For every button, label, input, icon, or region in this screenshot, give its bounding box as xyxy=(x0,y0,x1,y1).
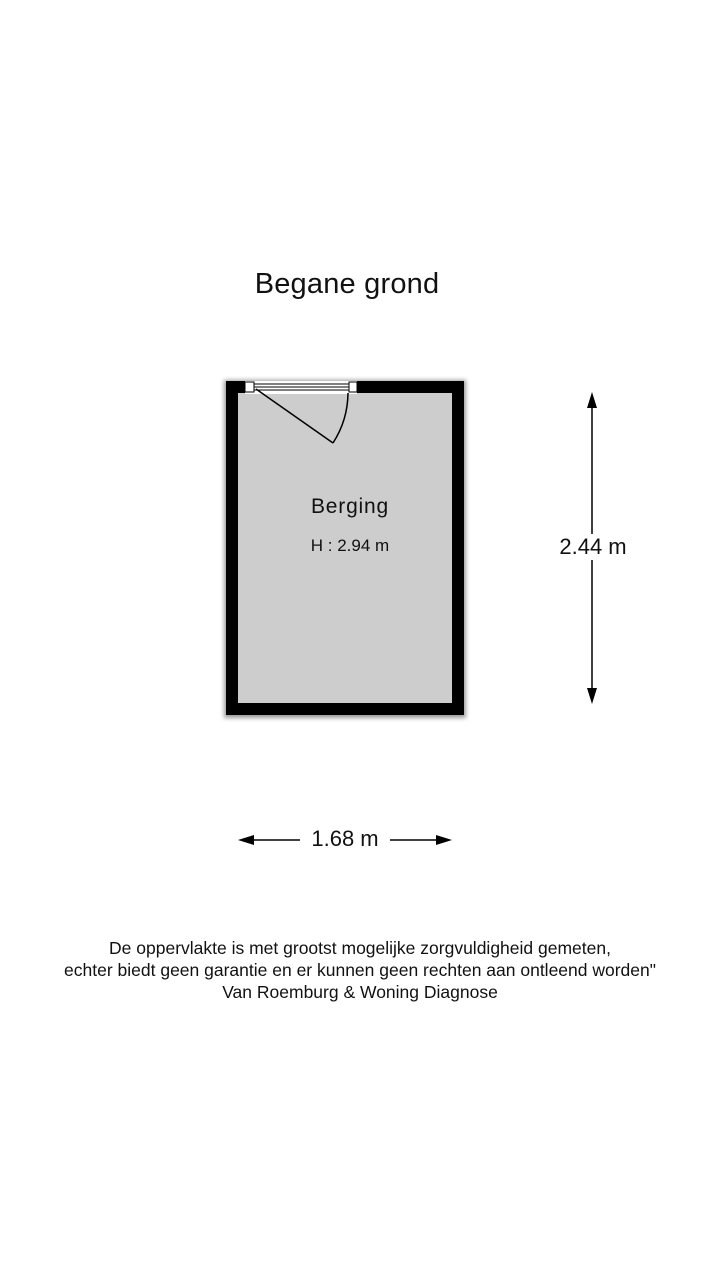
height-dimension-label: 2.44 m xyxy=(540,534,646,560)
disclaimer-line: echter biedt geen garantie en er kunnen geen rechten aan ontleend worden" xyxy=(64,960,656,980)
room-ceiling-height: H : 2.94 m xyxy=(310,536,390,555)
door-frame-right xyxy=(349,382,357,392)
disclaimer xyxy=(0,937,720,1003)
disclaimer-line: De oppervlakte is met grootst mogelijke zorgvuldigheid gemeten, xyxy=(109,938,611,958)
width-arrow-left xyxy=(238,835,254,845)
floor-title: Begane grond xyxy=(254,268,440,300)
disclaimer-credit: Van Roemburg & Woning Diagnose xyxy=(222,982,498,1002)
width-arrow-right xyxy=(436,835,452,845)
width-dimension-label: 1.68 m xyxy=(300,826,390,852)
room-name: Berging xyxy=(311,495,389,518)
door-frame-left xyxy=(245,382,254,392)
height-arrow-bottom xyxy=(587,688,597,704)
height-arrow-top xyxy=(587,392,597,408)
